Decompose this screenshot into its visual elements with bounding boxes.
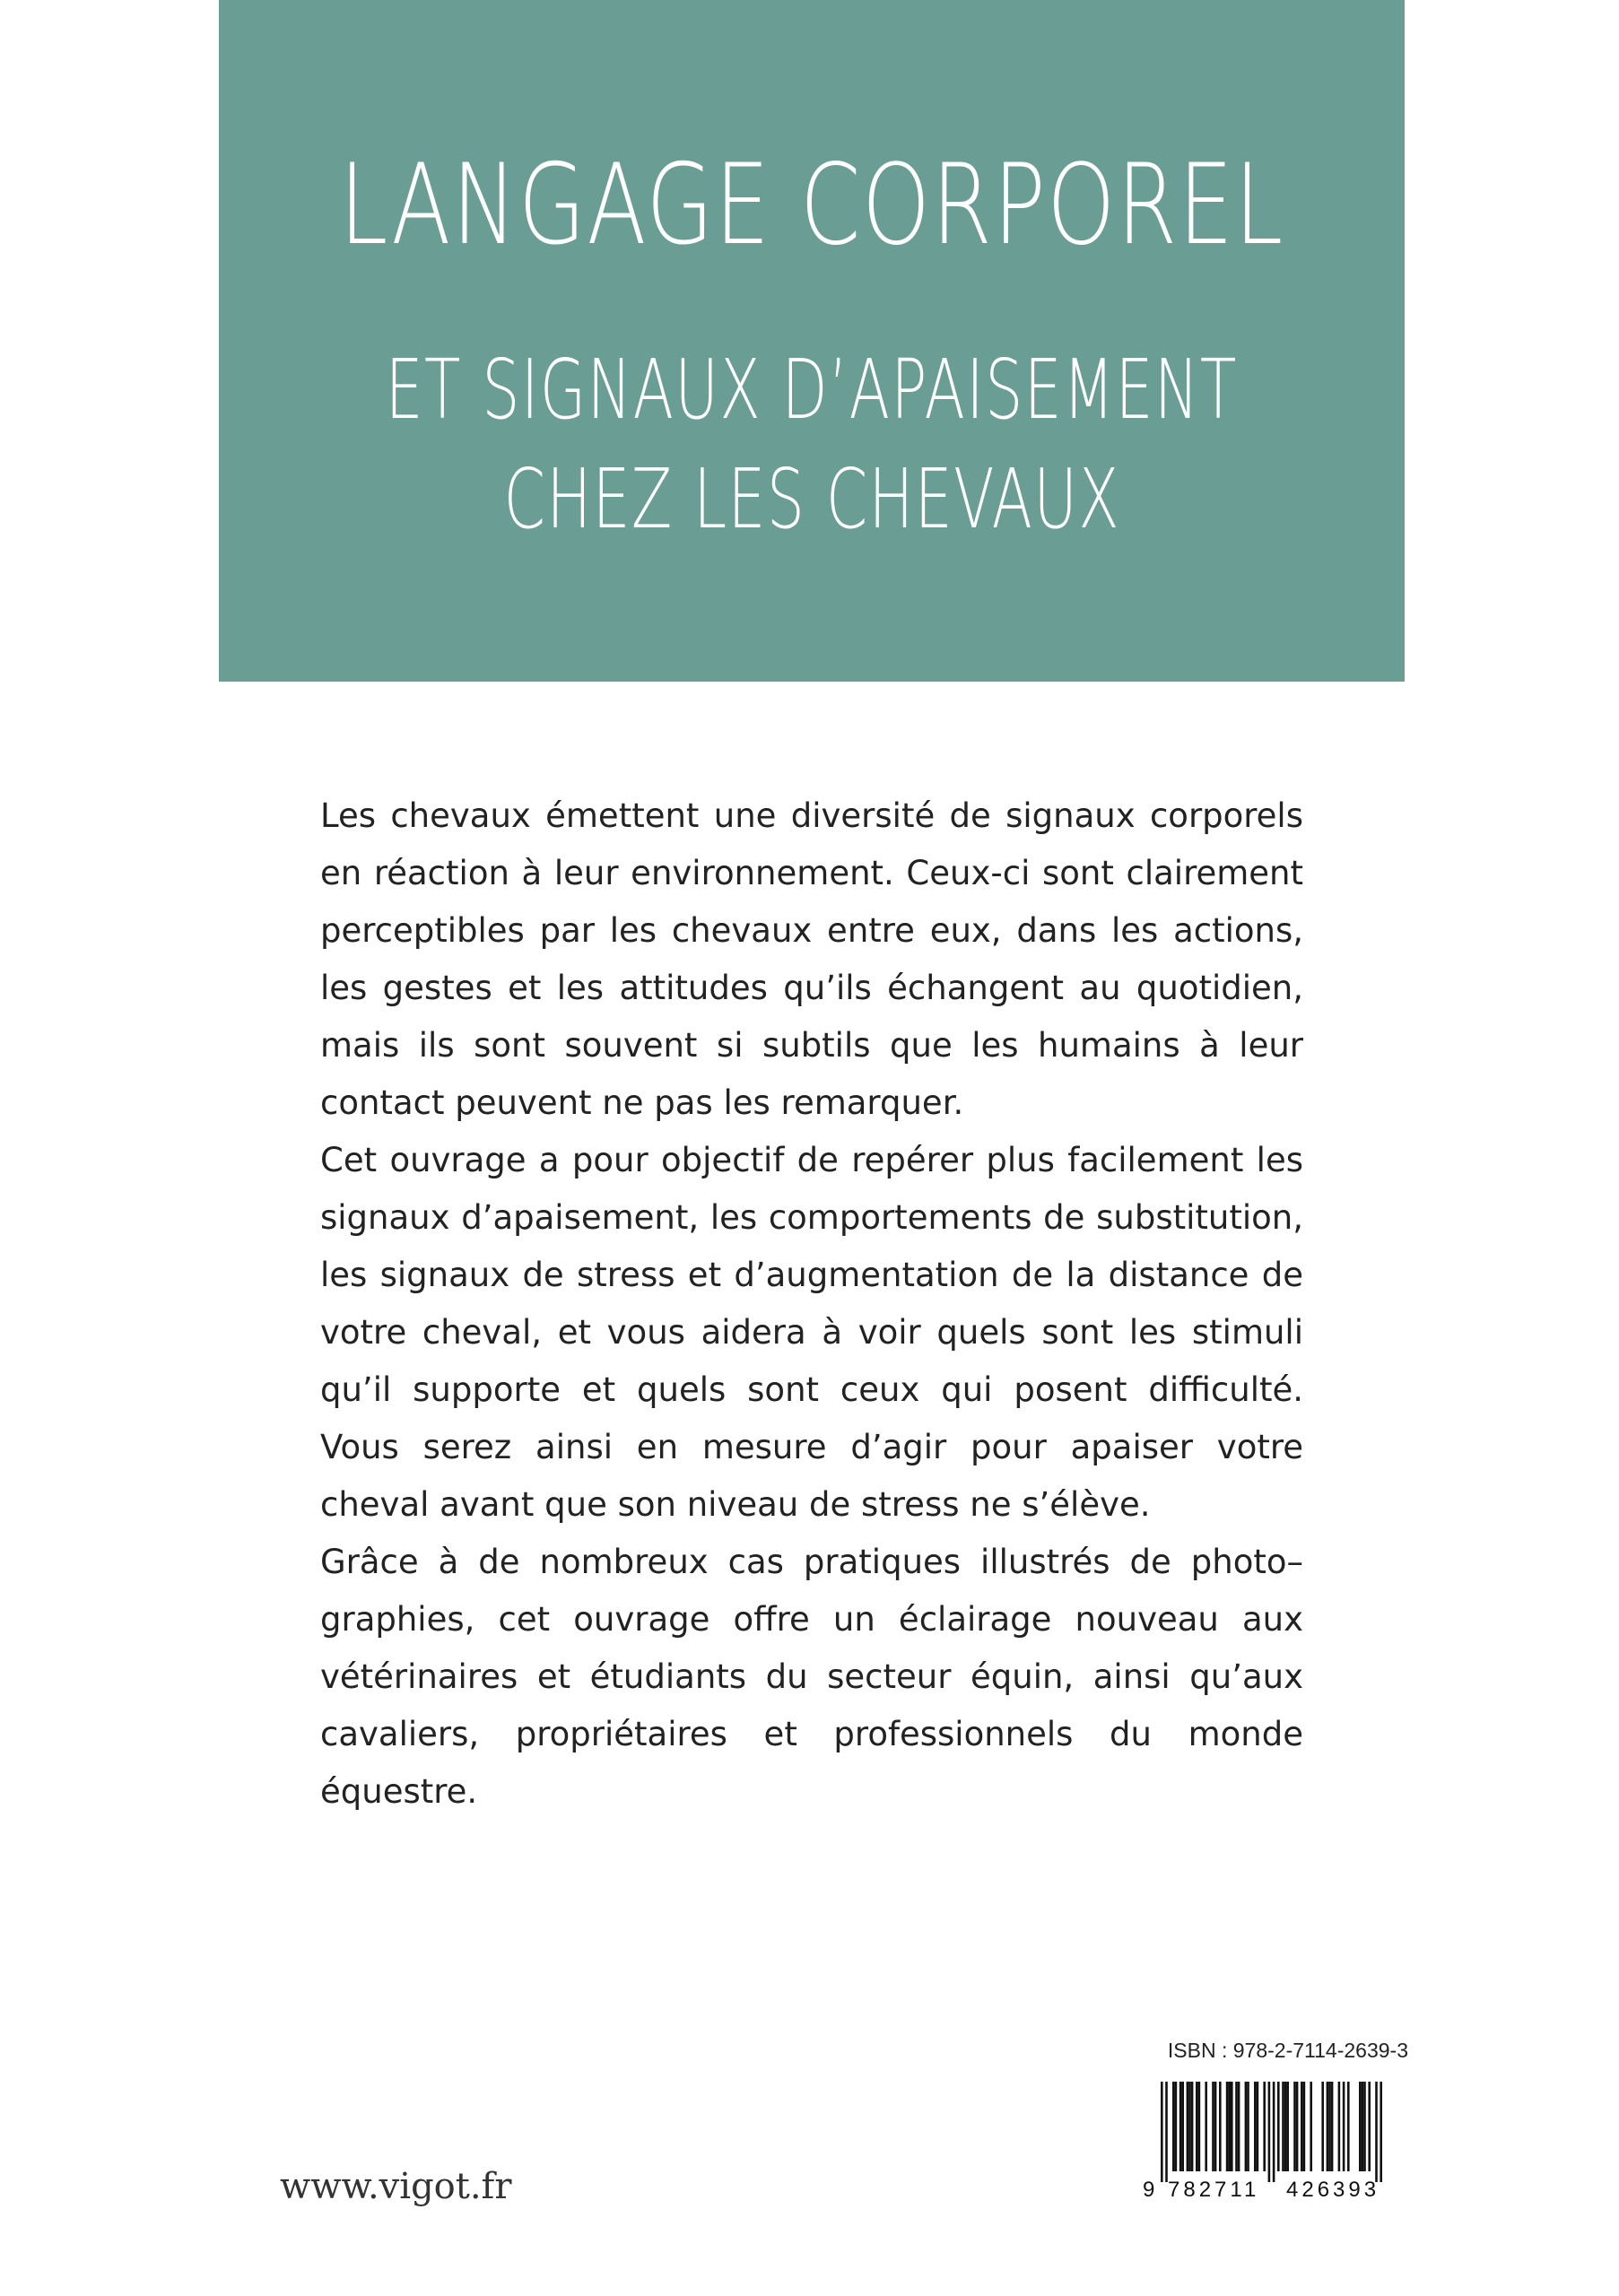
barcode-bar: [1165, 2082, 1168, 2182]
barcode-right-digits: 426393: [1286, 2178, 1380, 2200]
barcode-bar: [1181, 2082, 1184, 2171]
barcode-left-digits: 782711: [1168, 2178, 1260, 2200]
barcode-bar: [1188, 2082, 1191, 2171]
barcode-bar: [1277, 2082, 1280, 2171]
barcode-bar: [1303, 2082, 1306, 2171]
barcode-bar: [1293, 2082, 1296, 2171]
isbn-barcode-block: [1139, 2039, 1408, 2200]
barcode-bar: [1362, 2082, 1364, 2171]
barcode-bar: [1219, 2082, 1222, 2171]
barcode-bar: [1273, 2082, 1275, 2182]
barcode-bar: [1296, 2082, 1299, 2171]
barcode-bar: [1212, 2082, 1214, 2171]
barcode-bar: [1205, 2082, 1207, 2171]
barcode-bar: [1263, 2082, 1266, 2171]
barcode-bar: [1347, 2082, 1350, 2171]
barcode-bar: [1214, 2082, 1217, 2171]
barcode-icon: [1139, 2082, 1408, 2200]
barcode-bar: [1191, 2082, 1194, 2171]
barcode-bar: [1196, 2082, 1198, 2171]
barcode-bar: [1247, 2082, 1249, 2171]
barcode-bar: [1321, 2082, 1324, 2171]
barcode-bar: [1343, 2082, 1345, 2171]
barcode-bar: [1282, 2082, 1284, 2171]
barcode-bar: [1187, 2082, 1189, 2171]
barcode-bar: [1301, 2082, 1303, 2171]
barcode-bar: [1268, 2082, 1271, 2182]
publisher-website: www.vigot.fr: [280, 2166, 512, 2207]
barcode-bar: [1257, 2082, 1259, 2171]
barcode-bar: [1254, 2082, 1257, 2171]
barcode-bar: [1161, 2082, 1163, 2182]
barcode-bar: [1231, 2082, 1233, 2171]
title-sub-line2: CHEZ LES CHEVAUX: [503, 451, 1120, 547]
title-main: LANGAGE CORPOREL: [339, 141, 1284, 270]
barcode-bar: [1172, 2082, 1175, 2171]
back-cover-description: [320, 787, 1303, 1821]
title-sub-line1: ET SIGNAUX D’APAISEMENT: [385, 342, 1239, 438]
barcode-bar: [1179, 2082, 1182, 2171]
barcode-bar: [1226, 2082, 1229, 2171]
barcode-bar: [1338, 2082, 1341, 2171]
barcode-bar: [1327, 2082, 1329, 2171]
barcode-bar: [1380, 2082, 1382, 2182]
barcode-bar: [1375, 2082, 1378, 2182]
barcode-first-digit: 9: [1143, 2178, 1155, 2200]
barcode-bar: [1310, 2082, 1312, 2171]
barcode-bar: [1245, 2082, 1248, 2171]
barcode-bar: [1286, 2082, 1289, 2171]
isbn-label: ISBN : 978-2-7114-2639-3: [1167, 2039, 1408, 2062]
barcode-bar: [1238, 2082, 1240, 2171]
barcode-bar: [1368, 2082, 1371, 2171]
description-paragraph-3: Grâce à de nombreux cas pratiques illustrés de photo–graphies, cet ouvrage offre un éclairage nouveau aux vétérinaires et étudiants du secteur équin, ainsi qu’aux cavaliers, propriétaires et professionnels du monde équestre.: [320, 1543, 1303, 1811]
barcode-bar: [1235, 2082, 1238, 2171]
barcode-bar: [1175, 2082, 1178, 2171]
description-paragraph-1: Les chevaux émettent une diversité de signaux corporels en réaction à leur environnement. Ceux-ci sont clairement perceptibles par les chevaux entre eux, dans les actions, les gestes et les attitudes qu’ils échangent au quotidien, mais ils sont souvent si subtils que les humains à leur contact peuvent ne pas les remarquer.: [320, 796, 1303, 1122]
barcode-bar: [1228, 2082, 1231, 2171]
barcode-bar: [1363, 2082, 1366, 2171]
barcode-bar: [1198, 2082, 1201, 2171]
cover-title-block: [219, 0, 1405, 682]
barcode-bar: [1359, 2082, 1362, 2171]
barcode-bar: [1331, 2082, 1334, 2171]
description-paragraph-2: Cet ouvrage a pour objectif de repérer plus facilement les signaux d’apaisement, les comportements de substitution, les signaux de stress et d’augmentation de la distance de votre cheval, et vous aidera à voir quels sont les stimuli qu’il supporte et quels sont ceux qui posent difficulté. Vous serez ainsi en mesure d’agir pour apaiser votre cheval avant que son niveau de stress ne s’élève.: [320, 1141, 1303, 1524]
barcode-bar: [1328, 2082, 1331, 2171]
barcode-bar: [1284, 2082, 1287, 2171]
